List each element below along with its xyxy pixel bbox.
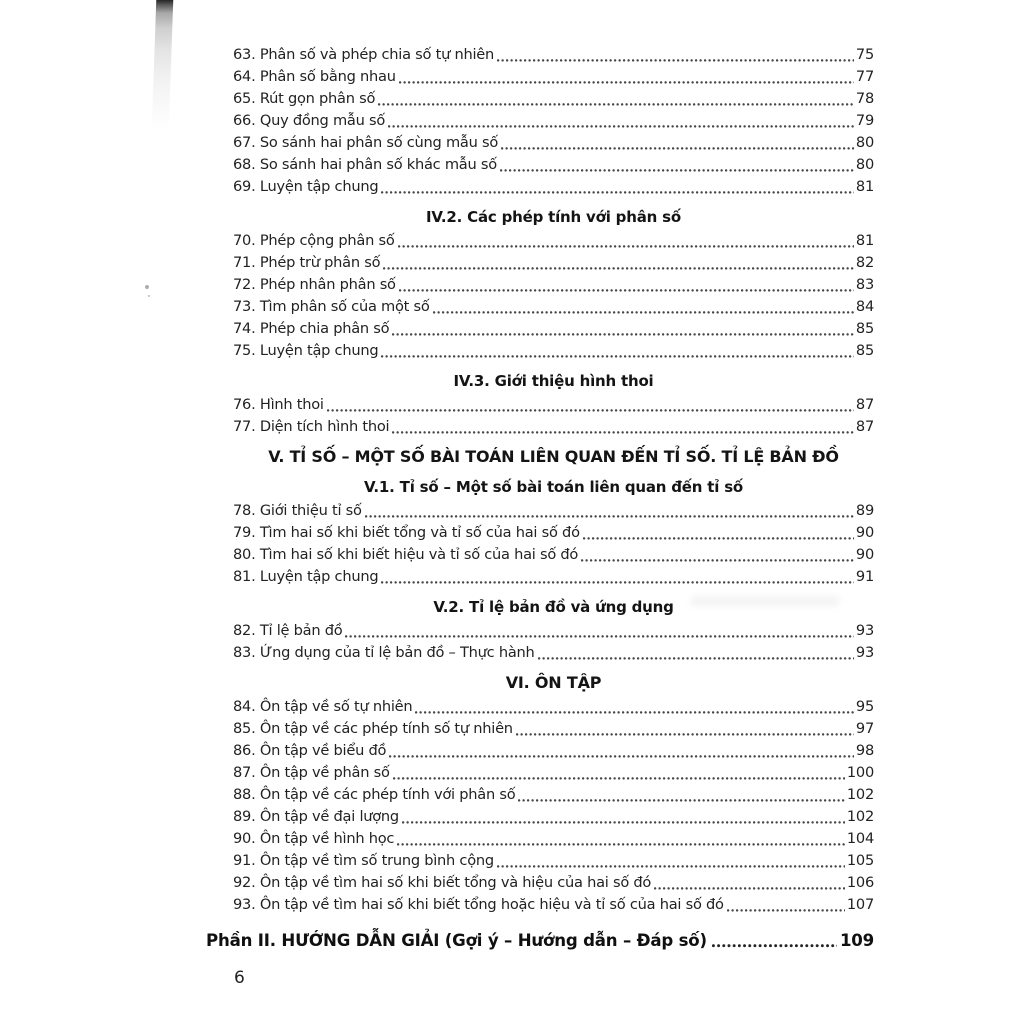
toc-entry-page: 83 [855,276,874,293]
toc-entry-label: 89. Ôn tập về đại lượng [233,808,399,825]
dot-leader [433,311,854,314]
section-header: IV.3. Giới thiệu hình thoi [453,372,654,390]
toc-entry-page: 100 [846,764,874,781]
dot-leader [712,944,837,948]
toc-entry-label: 87. Ôn tập về phân số [233,764,390,781]
section-header: V.1. Tỉ số – Một số bài toán liên quan đến tỉ số [363,478,744,496]
toc-entry [233,88,874,110]
toc-entry [233,544,874,566]
toc-entry [233,740,874,762]
dot-leader [538,657,854,660]
dot-leader [388,125,854,128]
part2-entry [206,928,874,954]
dot-leader [389,755,854,758]
toc-entry-label: 69. Luyện tập chung [233,178,379,195]
dot-leader [397,843,845,846]
page-number: 6 [234,968,245,988]
table-of-contents [206,44,874,954]
toc-entry-page: 102 [846,786,874,803]
dot-leader [399,289,854,292]
dot-leader [402,821,845,824]
toc-entry-page: 78 [855,90,874,107]
toc-entry-label: 91. Ôn tập về tìm số trung bình cộng [233,852,494,869]
toc-entry-label: 90. Ôn tập về hình học [233,830,395,847]
toc-entry-label: 74. Phép chia phân số [233,320,390,337]
toc-entry [233,696,874,718]
dot-leader [381,581,854,584]
toc-entry [233,296,874,318]
toc-entry-label: 76. Hình thoi [233,396,324,413]
dot-leader [383,267,854,270]
toc-entry-page: 87 [855,396,874,413]
toc-entry-page: 107 [846,896,874,913]
dot-leader [654,887,845,890]
toc-entry [233,318,874,340]
toc-entry [233,416,874,438]
toc-entry-page: 93 [855,644,874,661]
toc-entry-label: 93. Ôn tập về tìm hai số khi biết tổng hoặc hiệu và tỉ số của hai số đó [233,896,724,913]
toc-entry-label: 66. Quy đồng mẫu số [233,112,386,129]
toc-entry-label: 88. Ôn tập về các phép tính với phân số [233,786,516,803]
toc-entry [233,762,874,784]
dot-leader [393,777,845,780]
toc-entry-label: 72. Phép nhân phân số [233,276,396,293]
toc-entry-label: 92. Ôn tập về tìm hai số khi biết tổng và hiệu của hai số đó [233,874,652,891]
toc-entry [233,620,874,642]
toc-entry-page: 90 [855,524,874,541]
toc-entries [233,44,874,916]
toc-entry [233,132,874,154]
toc-entry-page: 87 [855,418,874,435]
toc-entry-page: 91 [855,568,874,585]
toc-entry-page: 75 [855,46,874,63]
dot-leader [381,191,854,194]
toc-entry [233,500,874,522]
dot-leader [327,409,854,412]
toc-entry-label: 75. Luyện tập chung [233,342,379,359]
toc-entry-label: 64. Phân số bằng nhau [233,68,396,85]
toc-entry-label: 67. So sánh hai phân số cùng mẫu số [233,134,499,151]
dot-leader [583,537,854,540]
dot-leader [392,333,854,336]
toc-entry-page: 82 [855,254,874,271]
toc-entry-page: 93 [855,622,874,639]
toc-entry-label: 71. Phép trừ phân số [233,254,381,271]
toc-entry-label: 65. Rút gọn phân số [233,90,376,107]
toc-entry-page: 104 [846,830,874,847]
toc-entry-label: 84. Ôn tập về số tự nhiên [233,698,413,715]
dot-leader [399,81,854,84]
toc-entry [233,110,874,132]
toc-entry-page: 80 [855,134,874,151]
toc-entry-page: 105 [846,852,874,869]
toc-entry [233,872,874,894]
toc-entry-label: 70. Phép cộng phân số [233,232,395,249]
toc-entry-page: 85 [855,342,874,359]
toc-entry [233,784,874,806]
dot-leader [381,355,854,358]
toc-entry [233,154,874,176]
toc-entry-label: 63. Phân số và phép chia số tự nhiên [233,46,494,63]
scan-speck-artifact [145,285,149,289]
toc-entry-label: 86. Ôn tập về biểu đồ [233,742,387,759]
dot-leader [392,431,854,434]
toc-entry-page: 90 [855,546,874,563]
toc-entry-page: 77 [855,68,874,85]
dot-leader [518,799,845,802]
dot-leader [378,103,854,106]
dot-leader [501,147,854,150]
toc-entry-page: 102 [846,808,874,825]
section-header: VI. ÔN TẬP [505,673,602,692]
toc-entry-label: 78. Giới thiệu tỉ số [233,502,362,519]
dot-leader [500,169,854,172]
section-header: IV.2. Các phép tính với phân số [426,208,681,226]
toc-entry-page: 81 [855,232,874,249]
dot-leader [727,909,845,912]
dot-leader [497,865,845,868]
toc-entry-page: 97 [855,720,874,737]
section-header: V.2. Tỉ lệ bản đồ và ứng dụng [433,598,674,616]
toc-entry-page: 84 [855,298,874,315]
toc-entry-page: 89 [855,502,874,519]
toc-entry-label: 68. So sánh hai phân số khác mẫu số [233,156,497,173]
toc-entry-label: 73. Tìm phân số của một số [233,298,430,315]
toc-entry-label: 81. Luyện tập chung [233,568,379,585]
dot-leader [345,635,854,638]
toc-entry [233,806,874,828]
toc-entry [233,176,874,198]
toc-entry-page: 95 [855,698,874,715]
toc-entry-page: 98 [855,742,874,759]
toc-entry-label: 80. Tìm hai số khi biết hiệu và tỉ số của hai số đó [233,546,579,563]
toc-entry [233,44,874,66]
section-header: V. TỈ SỐ – MỘT SỐ BÀI TOÁN LIÊN QUAN ĐẾN TỈ SỐ. TỈ LỆ BẢN ĐỒ [268,447,839,466]
dot-leader [497,59,854,62]
toc-entry [233,340,874,362]
dot-leader [398,245,854,248]
toc-entry [233,828,874,850]
toc-entry-label: 77. Diện tích hình thoi [233,418,390,435]
toc-entry [233,66,874,88]
toc-entry [233,894,874,916]
part2-entry-label: Phần II. HƯỚNG DẪN GIẢI (Gợi ý – Hướng dẫn – Đáp số) [206,931,707,950]
toc-entry-page: 106 [846,874,874,891]
toc-entry-label: 79. Tìm hai số khi biết tổng và tỉ số của hai số đó [233,524,580,541]
part2-entry-page: 109 [839,931,874,950]
toc-entry [233,274,874,296]
toc-entry [233,718,874,740]
toc-entry-label: 83. Ứng dụng của tỉ lệ bản đồ – Thực hành [233,644,535,661]
toc-entry [233,394,874,416]
toc-entry [233,642,874,664]
toc-entry-page: 81 [855,178,874,195]
toc-entry [233,522,874,544]
toc-entry-label: 85. Ôn tập về các phép tính số tự nhiên [233,720,513,737]
toc-entry [233,230,874,252]
toc-entry-page: 80 [855,156,874,173]
toc-entry [233,566,874,588]
toc-entry-page: 85 [855,320,874,337]
toc-entry [233,252,874,274]
toc-entry-label: 82. Tỉ lệ bản đồ [233,622,343,639]
dot-leader [516,733,854,736]
dot-leader [365,515,854,518]
toc-entry-page: 79 [855,112,874,129]
dot-leader [415,711,854,714]
dot-leader [581,559,854,562]
toc-entry [233,850,874,872]
scan-streak-artifact [152,0,174,130]
